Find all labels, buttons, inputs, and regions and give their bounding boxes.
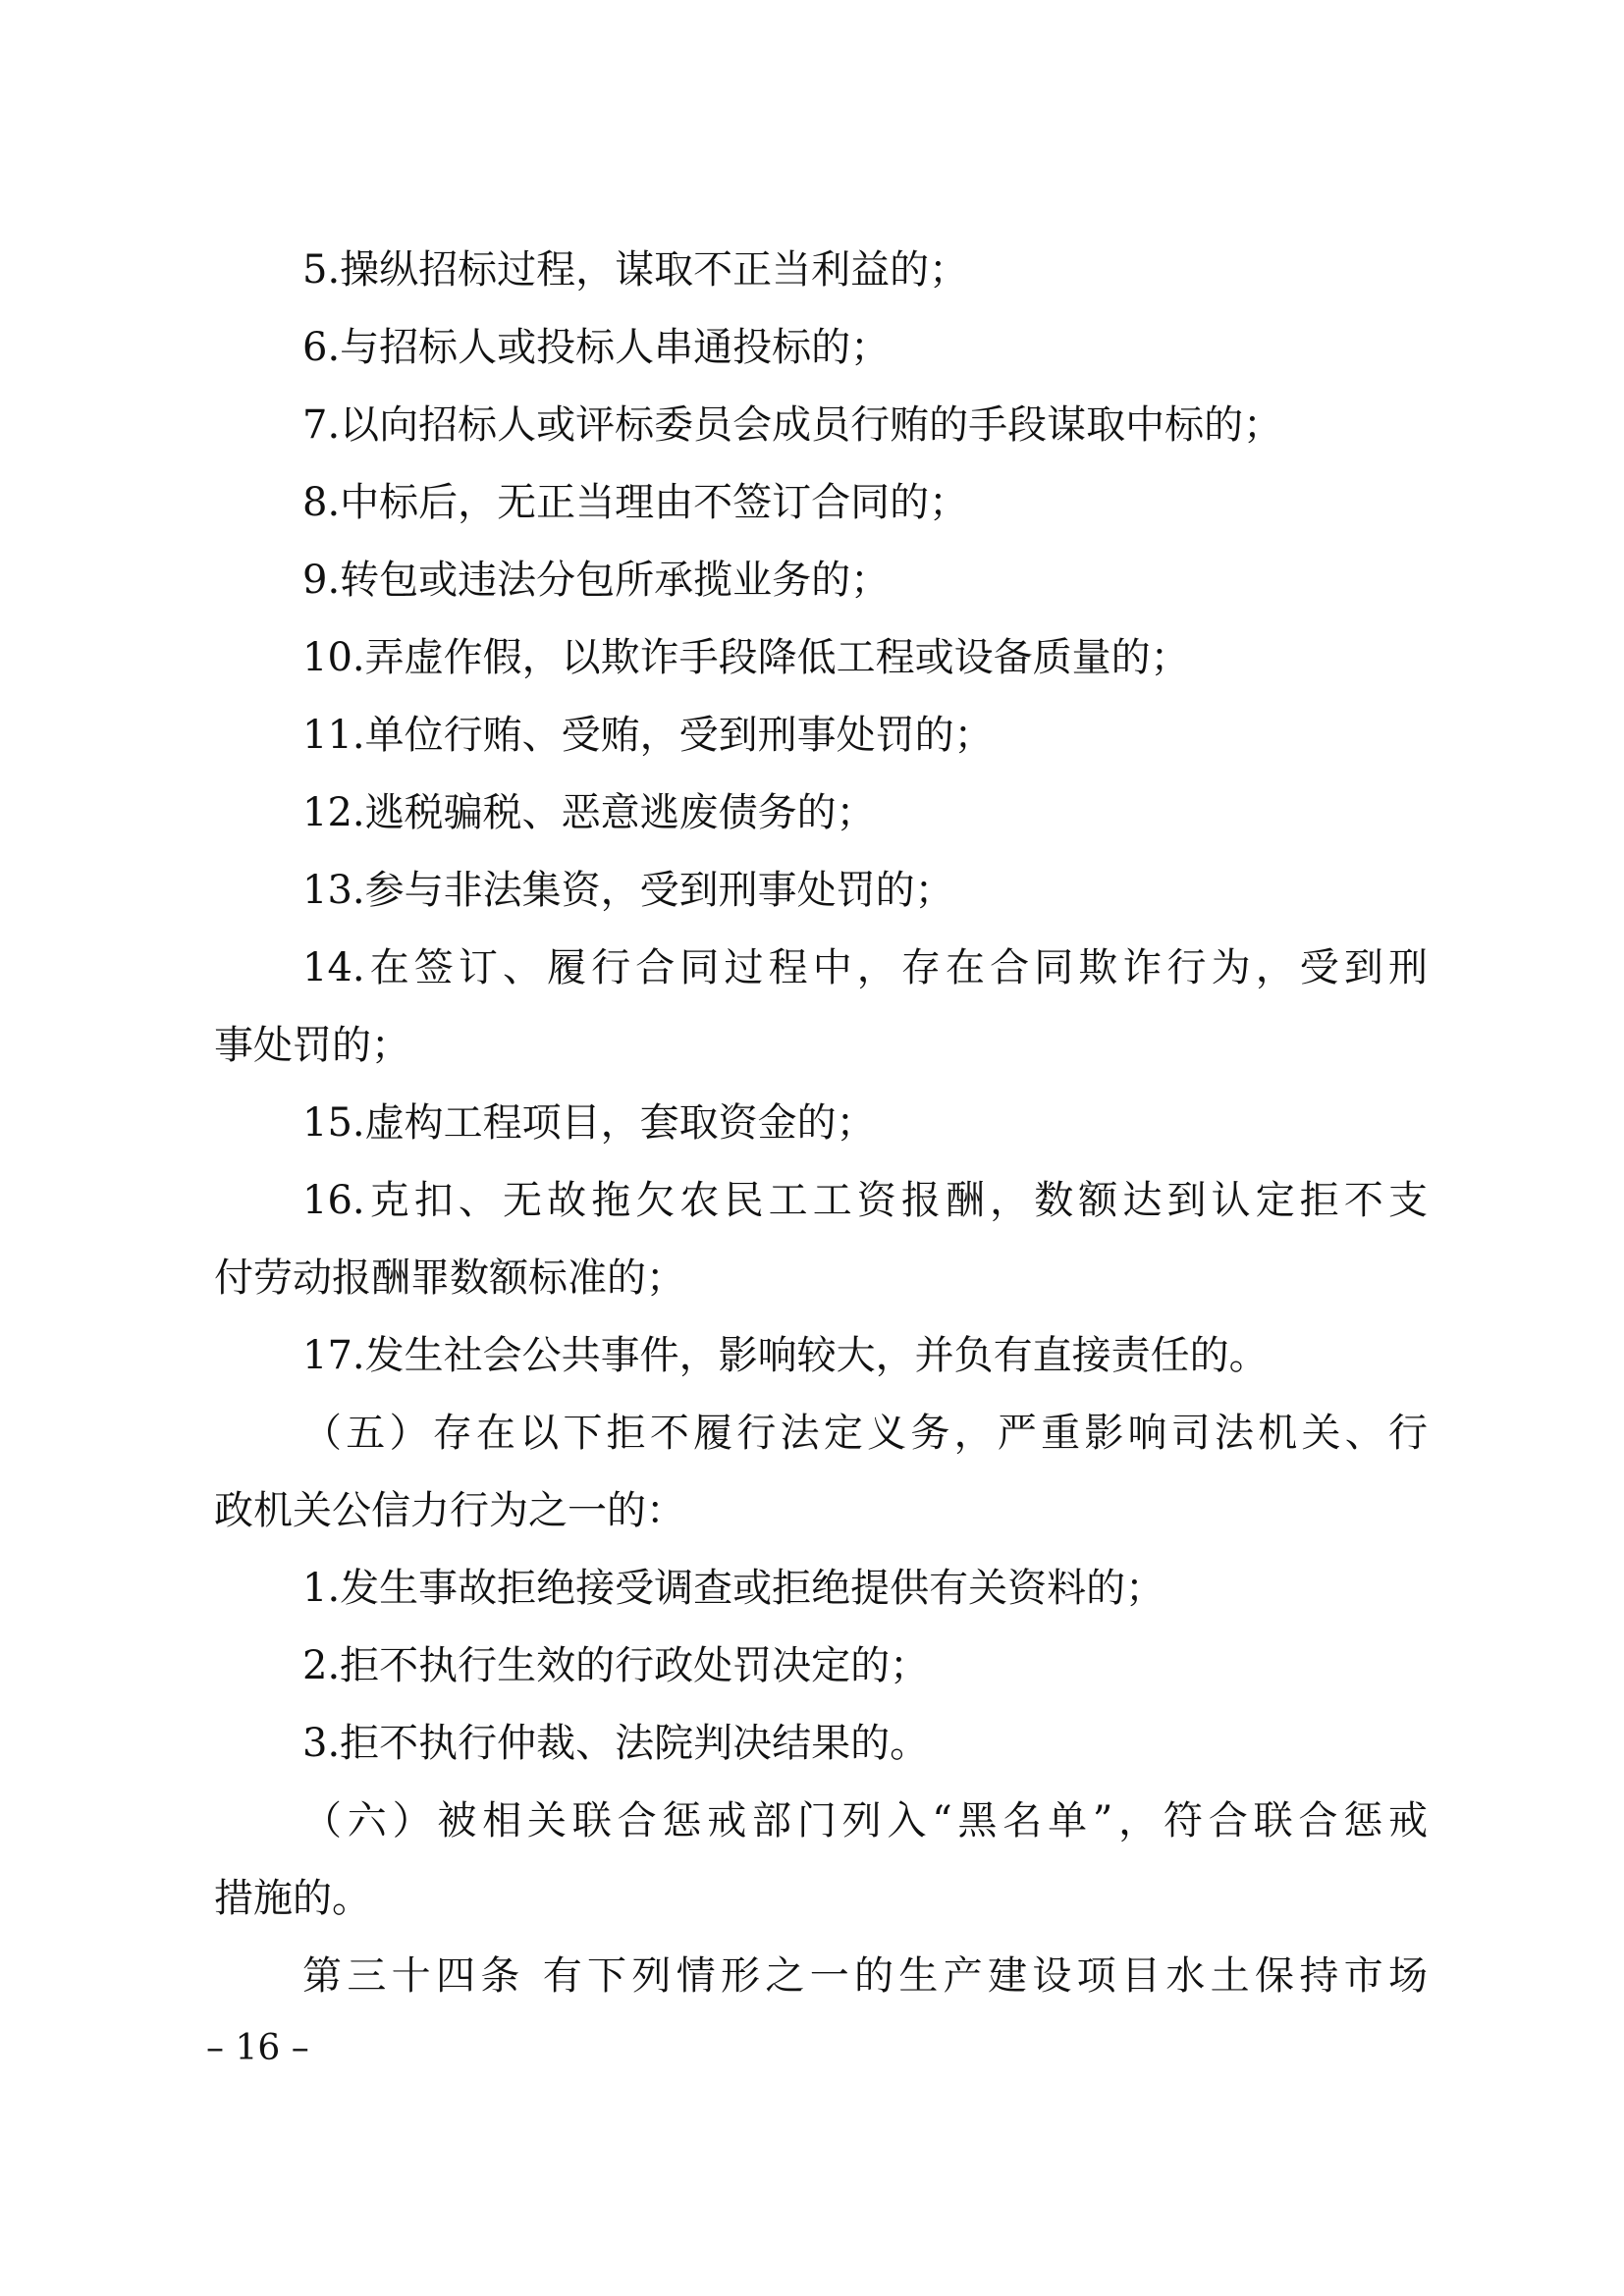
text-line: 10.弄虚作假，以欺诈手段降低工程或设备质量的； bbox=[302, 635, 1190, 680]
text-line: 7.以向招标人或评标委员会成员行贿的手段谋取中标的； bbox=[302, 402, 1283, 448]
text-line: 1.发生事故拒绝接受调查或拒绝提供有关资料的； bbox=[302, 1566, 1165, 1611]
text-line: 8.中标后，无正当理由不签订合同的； bbox=[302, 480, 969, 525]
text-line: 6.与招标人或投标人串通投标的； bbox=[302, 325, 891, 370]
text-line: 12.逃税骗税、恶意逃废债务的； bbox=[302, 790, 876, 835]
text-line: 政机关公信力行为之一的： bbox=[214, 1488, 685, 1533]
text-line: 事处罚的； bbox=[214, 1023, 410, 1068]
text-line: 3.拒不执行仲裁、法院判决结果的。 bbox=[302, 1721, 930, 1766]
text-line: 14.在签订、履行合同过程中，存在合同欺诈行为，受到刑 bbox=[302, 945, 1428, 990]
text-line: 11.单位行贿、受贿，受到刑事处罚的； bbox=[302, 713, 994, 758]
text-line: 措施的。 bbox=[214, 1876, 371, 1921]
text-line: 15.虚构工程项目，套取资金的； bbox=[302, 1100, 876, 1146]
text-line: 13.参与非法集资，受到刑事处罚的； bbox=[302, 868, 954, 913]
text-line: 17.发生社会公共事件，影响较大，并负有直接责任的。 bbox=[302, 1333, 1269, 1378]
page-number: – 16 – bbox=[206, 2028, 309, 2068]
text-line: 16.克扣、无故拖欠农民工工资报酬，数额达到认定拒不支 bbox=[302, 1178, 1428, 1223]
text-line: 5.操纵招标过程，谋取不正当利益的； bbox=[302, 247, 969, 293]
text-line: 2.拒不执行生效的行政处罚决定的； bbox=[302, 1643, 930, 1688]
text-line: （六）被相关联合惩戒部门列入“黑名单”，符合联合惩戒 bbox=[302, 1798, 1428, 1843]
text-line: 付劳动报酬罪数额标准的； bbox=[214, 1255, 685, 1301]
text-line: 9.转包或违法分包所承揽业务的； bbox=[302, 558, 891, 603]
text-line: （五）存在以下拒不履行法定义务，严重影响司法机关、行 bbox=[302, 1411, 1428, 1456]
text-line: 第三十四条 有下列情形之一的生产建设项目水土保持市场 bbox=[302, 1953, 1428, 1999]
